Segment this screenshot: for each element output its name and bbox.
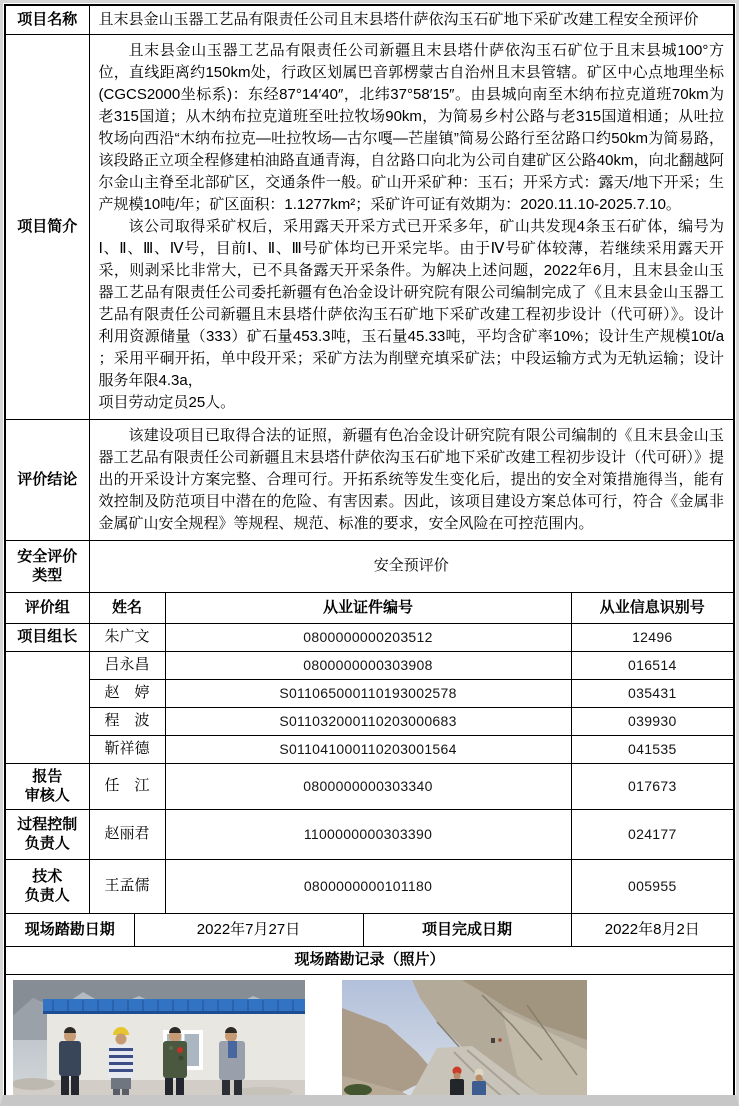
member-cert: 1100000000303390 <box>165 809 571 859</box>
team-row-member-3 <box>5 707 734 735</box>
team-row-reviewer <box>5 763 734 809</box>
member-name: 吕永昌 <box>89 651 165 679</box>
team-row-member-1 <box>5 651 734 679</box>
process-controller-role <box>5 809 89 859</box>
intro-paragraph-2: 该公司取得采矿权后，采用露天开采方式已开采多年，矿山共发现4条玉石矿体，编号为Ⅰ、Ⅱ、Ⅲ、Ⅳ号，目前Ⅰ、Ⅱ、Ⅲ号矿体均已开采完毕。由于Ⅳ号矿体较薄，若继续采用露天开采，则剥采比非常大，已不具备露天开采条件。为解决上述问题，2022年6月，且末县金山玉器工艺品有限责任公司委托新疆有色冶金设计研究院有限公司编制完成了《且末县金山玉器工艺品有限责任公司新疆且末县塔什萨依沟玉石矿地下采矿改建工程初步设计（代可研）》。设计利用资源储量（333）矿石量453.3吨，玉石量45.33吨，平均含矿率10%；设计生产规模10t/a ；采用平硐开拓，单中段开采；采矿方法为削壁充填采矿法；中段运输方式为无轨运输；设计服务年限4.3a， <box>98 217 725 389</box>
survey-date-value: 2022年7月27日 <box>134 913 363 946</box>
team-role-empty-cell <box>5 651 89 763</box>
row-team-header <box>5 592 734 623</box>
team-info-header: 从业信息识别号 <box>571 592 734 623</box>
member-cert: 0800000000203512 <box>165 623 571 651</box>
conclusion-paragraph: 该建设项目已取得合法的证照，新疆有色冶金设计研究院有限公司编制的《且末县金山玉器工艺品有限责任公司新疆且末县塔什萨依沟玉石矿地下采矿改建工程初步设计（代可研）》提出的开采设计方案完整、合理可行。开拓系统等发生变化后，提出的安全对策措施得当，能有效控制及防范项目中潜在的危险、有害因素。因此，该项目建设方案总体可行，符合《金属非金属矿山安全规程》等规程、规范、标准的要求，安全风险在可控范围内。 <box>98 426 725 532</box>
team-group-header: 评价组 <box>5 592 89 623</box>
project-intro-text <box>89 34 734 419</box>
member-cert: S011041000110203001564 <box>165 735 571 763</box>
member-info-id: 039930 <box>571 707 734 735</box>
member-info-id: 005955 <box>571 859 734 913</box>
safety-pre-evaluation-table <box>4 4 735 1106</box>
member-info-id: 017673 <box>571 763 734 809</box>
member-cert: S011065000110193002578 <box>165 679 571 707</box>
member-name: 朱广文 <box>89 623 165 651</box>
completion-date-value: 2022年8月2日 <box>571 913 734 946</box>
intro-paragraph-1: 且末县金山玉器工艺品有限责任公司新疆且末县塔什萨依沟玉石矿位于且末县城100°方位，直线距离约150km处，行政区划属巴音郭楞蒙古自治州且末县管辖。矿区中心点地理坐标(CGCS2000坐标系)：东经87°14′40″，北纬37°58′15″。由县城向南至木纳布拉克道班70km为老315国道；从木纳布拉克道班至吐拉牧场90km，为简易乡村公路与老315国道相通；从吐拉牧场向西沿“木纳布拉克—吐拉牧场—古尔嘎—芒崖镇”简易公路行至岔路口约50km为简易路，该段路正立项全程修建柏油路直通青海，自岔路口向北为公司自建矿区公路40km，向北翻越阿尔金山主脊至北部矿区，交通条件一般。矿山开采矿种：玉石；开采方式：露天/地下开采；生产规模10吨/年；矿区面积：1.1277km²；采矿许可证有效期为：2020.11.10-2025.7.10。 <box>98 41 725 213</box>
site-photo-group-in-front-of-cabin <box>13 980 305 1106</box>
completion-date-label: 项目完成日期 <box>363 913 571 946</box>
row-project-intro <box>5 34 734 419</box>
eval-type-label <box>5 540 89 592</box>
conclusion-text <box>89 419 734 540</box>
member-info-id: 041535 <box>571 735 734 763</box>
tech-lead-role <box>5 859 89 913</box>
tech-role-line2: 负责人 <box>24 887 70 904</box>
member-cert: S011032000110203000683 <box>165 707 571 735</box>
member-info-id: 035431 <box>571 679 734 707</box>
row-dates <box>5 913 734 946</box>
team-row-tech-lead <box>5 859 734 913</box>
member-info-id: 024177 <box>571 809 734 859</box>
eval-type-label-line2: 类型 <box>32 567 63 584</box>
team-row-member-4 <box>5 735 734 763</box>
reviewer-role <box>5 763 89 809</box>
team-row-leader <box>5 623 734 651</box>
process-role-line1: 过程控制 <box>17 815 78 833</box>
reviewer-role-line2: 审核人 <box>24 787 70 804</box>
reviewer-role-line1: 报告 <box>32 767 63 785</box>
member-name: 王孟儒 <box>89 859 165 913</box>
member-info-id: 12496 <box>571 623 734 651</box>
member-name: 程 波 <box>89 707 165 735</box>
conclusion-label: 评价结论 <box>5 419 89 540</box>
eval-type-value: 安全预评价 <box>89 540 734 592</box>
member-name: 赵丽君 <box>89 809 165 859</box>
member-cert: 0800000000303908 <box>165 651 571 679</box>
eval-type-label-line1: 安全评价 <box>17 547 78 565</box>
project-name-label: 项目名称 <box>5 5 89 34</box>
leader-role: 项目组长 <box>5 623 89 651</box>
row-project-name <box>5 5 734 34</box>
row-photo-header <box>5 946 734 974</box>
site-photo-quarry-road <box>342 980 587 1106</box>
tech-role-line1: 技术 <box>32 867 63 885</box>
member-name: 赵 婷 <box>89 679 165 707</box>
member-info-id: 016514 <box>571 651 734 679</box>
team-name-header: 姓名 <box>89 592 165 623</box>
photo-section-title: 现场踏勘记录（照片） <box>5 946 734 974</box>
project-name-value: 且末县金山玉器工艺品有限责任公司且末县塔什萨依沟玉石矿地下采矿改建工程安全预评价 <box>89 5 734 34</box>
row-photos <box>5 974 734 1106</box>
photos-container <box>5 974 734 1106</box>
intro-paragraph-3: 项目劳动定员25人。 <box>98 393 236 411</box>
row-conclusion <box>5 419 734 540</box>
survey-date-label: 现场踏勘日期 <box>5 913 134 946</box>
member-name: 靳祥德 <box>89 735 165 763</box>
member-cert: 0800000000101180 <box>165 859 571 913</box>
member-cert: 0800000000303340 <box>165 763 571 809</box>
project-intro-label: 项目简介 <box>5 34 89 419</box>
row-eval-type <box>5 540 734 592</box>
team-row-process-controller <box>5 809 734 859</box>
process-role-line2: 负责人 <box>24 835 70 852</box>
member-name: 任 江 <box>89 763 165 809</box>
team-cert-header: 从业证件编号 <box>165 592 571 623</box>
team-row-member-2 <box>5 679 734 707</box>
